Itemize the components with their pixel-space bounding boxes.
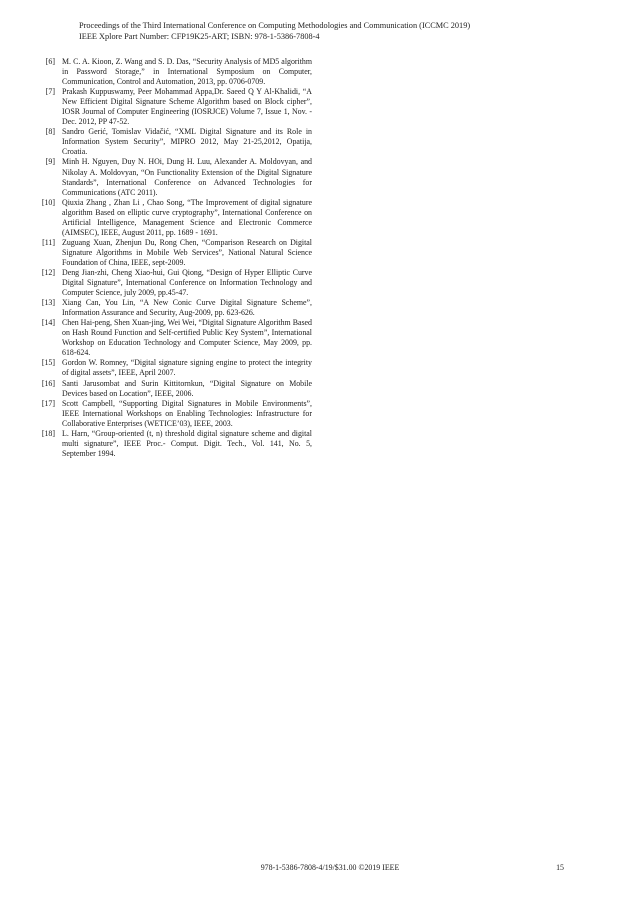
reference-text: Gordon W. Romney, “Digital signature signing engine to protect the integrity of digital assets”, IEEE, April 2007. bbox=[62, 358, 312, 378]
reference-text: Sandro Gerić, Tomislav Vidačić, “XML Digital Signature and its Role in Information System Security”, MIPRO 2012, May 21-25,2012, Opatija, Croatia. bbox=[62, 127, 312, 157]
header-isbn-line: IEEE Xplore Part Number: CFP19K25-ART; ISBN: 978-1-5386-7808-4 bbox=[79, 32, 320, 41]
reference-number: [9] bbox=[45, 157, 55, 167]
reference-item bbox=[34, 399, 312, 429]
reference-text: Santi Jarusombat and Surin Kittitornkun, “Digital Signature on Mobile Devices based on Location”, IEEE, 2006. bbox=[62, 378, 312, 398]
page-number: 15 bbox=[556, 863, 564, 872]
reference-text: Deng Jian-zhi, Cheng Xiao-hui, Gui Qiong, “Design of Hyper Elliptic Curve Digital Signature”, International Conference on Information Technology and Computer Science, july 2009, pp.45-47. bbox=[62, 267, 312, 298]
reference-item bbox=[34, 127, 312, 157]
reference-item bbox=[34, 198, 312, 238]
header-conference-line: Proceedings of the Third International Conference on Computing Methodologies and Communication (ICCMC 2019) bbox=[79, 21, 471, 30]
reference-text: Prakash Kuppuswamy, Peer Mohammad Appa,Dr. Saeed Q Y Al-Khalidi, “A New Efficient Digital Signature Scheme Algorithm based on Block cipher”, IOSR Journal of Computer Engineering (IOSRJCE) Volume 7, Issue 1, Nov. - Dec. 2012, PP 47-52. bbox=[62, 87, 312, 127]
reference-text: Qiuxia Zhang , Zhan Li , Chao Song, “The Improvement of digital signature algorithm Based on elliptic curve cryptography”, International Conference on Artificial Intelligence, Management Science and Electronic Commerce (AIMSEC), IEEE, August 2011, pp. 1689 - 1691. bbox=[62, 197, 312, 237]
reference-text: Chen Hai-peng, Shen Xuan-jing, Wei Wei, “Digital Signature Algorithm Based on Hash Round Function and Self-certified Public Key System”, International Workshop on Education Technology and Computer Science, May 2009, pp. 618-624. bbox=[62, 318, 312, 358]
reference-item bbox=[34, 87, 312, 127]
reference-number: [18] bbox=[41, 428, 55, 438]
reference-number: [6] bbox=[45, 57, 55, 66]
reference-number: [8] bbox=[45, 127, 55, 137]
reference-number: [7] bbox=[45, 87, 55, 97]
reference-item bbox=[34, 318, 312, 358]
reference-number: [14] bbox=[41, 318, 55, 328]
reference-number: [16] bbox=[41, 378, 55, 388]
reference-item bbox=[34, 379, 312, 399]
reference-item bbox=[34, 268, 312, 298]
reference-text: M. C. A. Kioon, Z. Wang and S. D. Das, “Security Analysis of MD5 algorithm in Password Storage,” in International Symposium on Computer, Communication, Control and Automation, 2013, pp. 0706-0709. bbox=[62, 57, 312, 87]
reference-item bbox=[34, 157, 312, 197]
reference-text: Minh H. Nguyen, Duy N. HOi, Dung H. Luu, Alexander A. Moldovyan, and Nikolay A. Moldovyan, “On Functionality Extension of the Digital Signature Standards”, International Conference on Advanced Technologies for Communications (ATC 2011). bbox=[62, 157, 312, 197]
reference-item bbox=[34, 429, 312, 459]
reference-number: [11] bbox=[42, 237, 55, 247]
reference-number: [17] bbox=[41, 398, 55, 408]
reference-item bbox=[34, 57, 312, 87]
footer-identifier: 978-1-5386-7808-4/19/$31.00 ©2019 IEEE bbox=[260, 863, 400, 872]
reference-text: Scott Campbell, “Supporting Digital Signatures in Mobile Environments”, IEEE International Workshops on Enabling Technologies: Infrastructure for Collaborative Enterprises (WETICE’03), IEEE, 2003. bbox=[62, 398, 312, 428]
reference-item bbox=[34, 238, 312, 268]
reference-number: [12] bbox=[41, 267, 55, 277]
reference-text: L. Harn, “Group-oriented (t, n) threshold digital signature scheme and digital multi signature”, IEEE Proc.- Comput. Digit. Tech., Vol. 141, No. 5, September 1994. bbox=[62, 428, 312, 458]
reference-text: Zuguang Xuan, Zhenjun Du, Rong Chen, “Comparison Research on Digital Signature Algorithms in Mobile Web Services”, National Natural Science Foundation of China, IEEE, sept-2009. bbox=[62, 237, 312, 267]
reference-item bbox=[34, 358, 312, 378]
reference-list bbox=[34, 57, 312, 459]
reference-number: [15] bbox=[41, 358, 55, 368]
reference-text: Xiang Can, You Lin, “A New Conic Curve Digital Signature Scheme”, Information Assurance and Security, Aug-2009, pp. 623-626. bbox=[62, 298, 312, 318]
reference-number: [13] bbox=[41, 298, 55, 308]
reference-item bbox=[34, 298, 312, 318]
proceedings-header bbox=[79, 20, 559, 42]
reference-number: [10] bbox=[41, 197, 55, 207]
